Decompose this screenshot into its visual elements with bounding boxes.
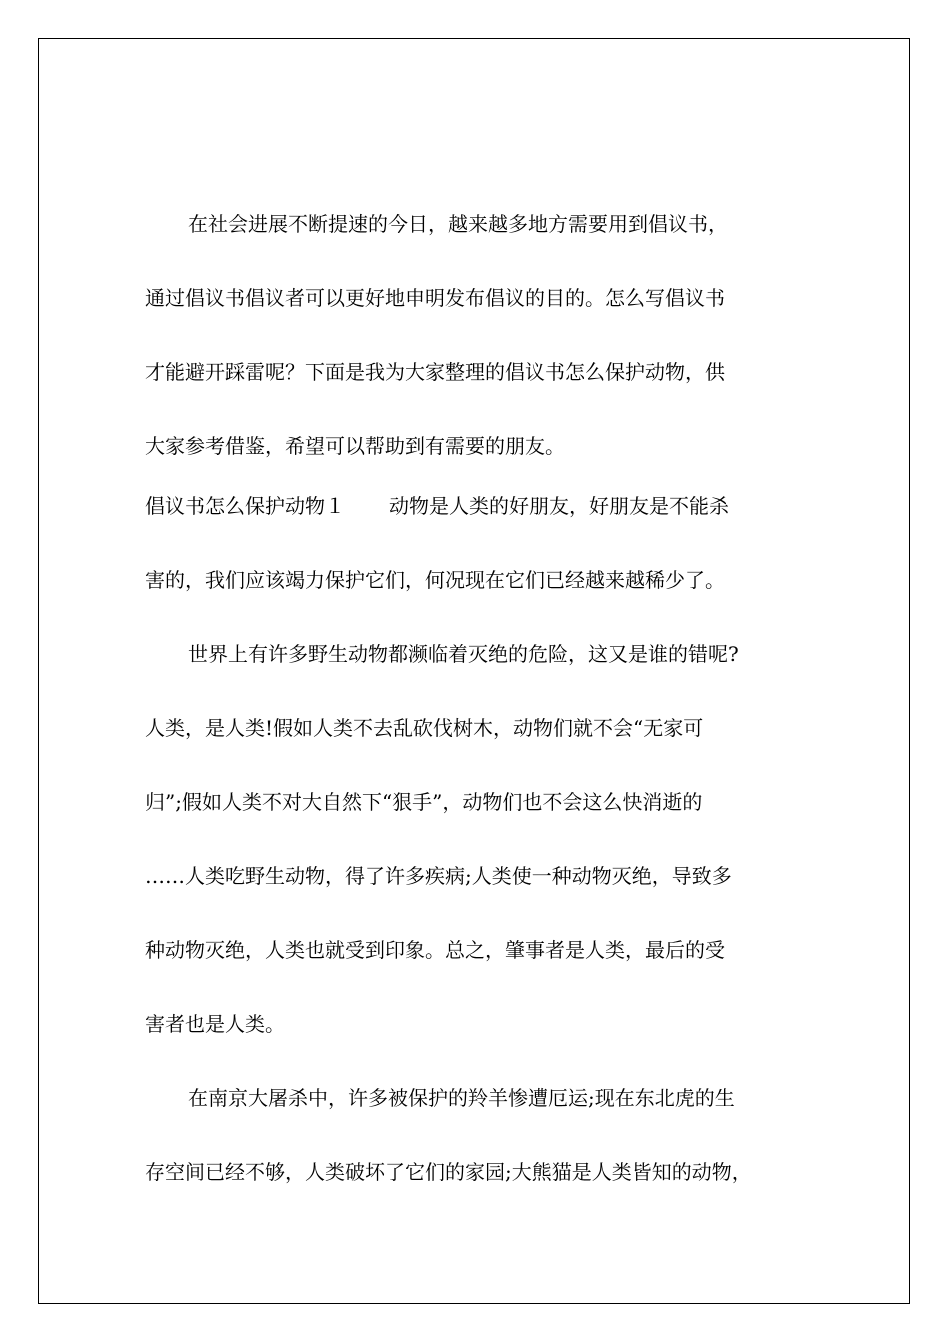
paragraph-1-line-4: 大家参考借鉴，希望可以帮助到有需要的朋友。 <box>145 434 565 458</box>
paragraph-1-line-1: 在社会进展不断提速的今日，越来越多地方需要用到倡议书， <box>188 212 728 236</box>
paragraph-3-line-6: 害者也是人类。 <box>145 1012 285 1036</box>
paragraph-4-line-2: 存空间已经不够，人类破坏了它们的家园;大熊猫是人类皆知的动物， <box>145 1160 752 1184</box>
paragraph-3-line-5: 种动物灭绝，人类也就受到印象。总之，肇事者是人类，最后的受 <box>145 938 725 962</box>
paragraph-1-line-3: 才能避开踩雷呢？下面是我为大家整理的倡议书怎么保护动物，供 <box>145 360 725 384</box>
paragraph-3-line-1: 世界上有许多野生动物都濒临着灭绝的危险，这又是谁的错呢? <box>188 642 739 666</box>
paragraph-3-line-4: ……人类吃野生动物，得了许多疾病;人类使一种动物灭绝，导致多 <box>145 864 732 888</box>
document-body <box>145 204 825 1226</box>
paragraph-2-line-1: 动物是人类的好朋友，好朋友是不能杀 <box>389 494 729 518</box>
section-heading: 倡议书怎么保护动物１ <box>145 494 345 518</box>
paragraph-3-line-3: 归”;假如人类不对大自然下“狠手”，动物们也不会这么快消逝的 <box>145 790 703 814</box>
section-heading-line <box>145 486 825 560</box>
paragraph-3-line-2: 人类，是人类!假如人类不去乱砍伐树木，动物们就不会“无家可 <box>145 716 704 740</box>
paragraph-2-line-2: 害的，我们应该竭力保护它们，何况现在它们已经越来越稀少了。 <box>145 568 725 592</box>
paragraph-4-line-1: 在南京大屠杀中，许多被保护的羚羊惨遭厄运;现在东北虎的生 <box>188 1086 735 1110</box>
paragraph-1-line-2: 通过倡议书倡议者可以更好地申明发布倡议的目的。怎么写倡议书 <box>145 286 725 310</box>
